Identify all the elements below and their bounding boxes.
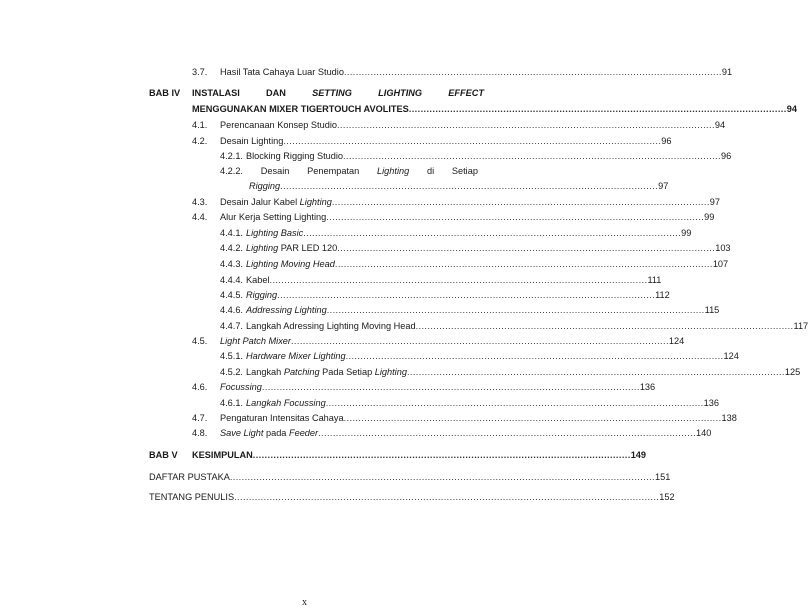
dot-leader: ................................................................................................................................ bbox=[415, 321, 794, 331]
section-number: 4.4. bbox=[192, 212, 208, 222]
section-number: 4.4.4. bbox=[220, 275, 243, 285]
title-word: EFFECT bbox=[448, 88, 484, 98]
section-number: 4.4.2. bbox=[220, 243, 243, 253]
entry-title: Kabel bbox=[246, 275, 270, 285]
entry-title: Light Patch Mixer bbox=[220, 336, 291, 346]
dot-leader: ................................................................................................................................ bbox=[325, 398, 704, 408]
entry-title-emphasis: Lighting bbox=[299, 197, 332, 207]
section-number: 4.5.2. bbox=[220, 367, 243, 377]
page-number: 94 bbox=[714, 120, 726, 130]
dot-leader: ................................................................................................................................ bbox=[345, 351, 724, 361]
section-number: 4.8. bbox=[192, 428, 208, 438]
dot-leader: ................................................................................................................................ bbox=[303, 228, 682, 238]
section-number: 4.4.5. bbox=[220, 290, 243, 300]
toc-entry bbox=[0, 210, 715, 224]
page-number: 96 bbox=[661, 136, 672, 146]
section-number: 4.4.7. bbox=[220, 321, 243, 331]
section-number: 4.5.1. bbox=[220, 351, 243, 361]
page-number: 97 bbox=[709, 197, 721, 207]
page-number: 103 bbox=[715, 243, 731, 253]
entry-title: PAR LED 120 bbox=[278, 243, 338, 253]
entry-title: Perencanaan Konsep Studio bbox=[220, 120, 337, 130]
toc-entry bbox=[0, 303, 720, 317]
section-number: 4.4.1. bbox=[220, 228, 243, 238]
page-number: 138 bbox=[721, 413, 737, 423]
page-number: 149 bbox=[630, 450, 647, 460]
title-word: Lighting bbox=[377, 166, 410, 176]
toc-entry bbox=[0, 396, 719, 410]
section-number: 4.5. bbox=[192, 336, 208, 346]
toc-entry bbox=[0, 65, 733, 79]
toc-entry bbox=[0, 349, 739, 363]
title-word: DAN bbox=[266, 88, 286, 98]
entry-title: Pada Setiap bbox=[319, 367, 375, 377]
toc-entry bbox=[0, 380, 656, 394]
entry-title: Langkah Adressing Lighting Moving Head bbox=[246, 321, 416, 331]
entry-title-emphasis: Lighting bbox=[374, 367, 407, 377]
section-number: 4.2.1. bbox=[220, 151, 243, 161]
entry-title: Pengaturan Intensitas Cahaya bbox=[220, 413, 344, 423]
entry-title: Focussing bbox=[220, 382, 262, 392]
entry-title: MENGGUNAKAN MIXER TIGERTOUCH AVOLITES bbox=[192, 104, 409, 114]
page-number: 151 bbox=[655, 472, 671, 482]
section-number: 4.4.6. bbox=[220, 305, 243, 315]
dot-leader: ................................................................................................................................ bbox=[336, 120, 715, 130]
dot-leader: ................................................................................................................................................ bbox=[229, 472, 655, 482]
page-number: 124 bbox=[723, 351, 739, 361]
toc-entry bbox=[0, 241, 731, 255]
section-number: 3.7. bbox=[192, 67, 208, 77]
page-number: 96 bbox=[720, 151, 732, 161]
toc-entry bbox=[0, 195, 721, 209]
toc-entry bbox=[0, 118, 726, 132]
dot-leader: ................................................................................................................................ bbox=[337, 243, 716, 253]
toc-entry bbox=[0, 288, 670, 302]
title-word: INSTALASI bbox=[192, 88, 240, 98]
section-number: 4.6. bbox=[192, 382, 208, 392]
dot-leader: ................................................................................................................................ bbox=[277, 290, 656, 300]
toc-entry bbox=[0, 334, 685, 348]
dot-leader: ................................................................................................................................ bbox=[326, 305, 705, 315]
entry-title: Addressing Lighting bbox=[246, 305, 327, 315]
section-number: 4.2. bbox=[192, 136, 208, 146]
toc-chapter-entry-continued bbox=[0, 102, 797, 116]
dot-leader: ................................................................................................................................ bbox=[343, 151, 721, 161]
page-number: 136 bbox=[639, 382, 656, 392]
page-number: 124 bbox=[668, 336, 685, 346]
toc-entry bbox=[0, 365, 801, 379]
dot-leader: ................................................................................................................................ bbox=[261, 382, 640, 392]
entry-title-emphasis: Feeder bbox=[288, 428, 319, 438]
page-number: 111 bbox=[647, 275, 662, 285]
page-number: 99 bbox=[681, 228, 692, 238]
title-word: Penempatan bbox=[307, 166, 360, 176]
toc-chapter-entry bbox=[0, 448, 647, 462]
footer-page-number: x bbox=[302, 597, 307, 608]
dot-leader: ................................................................................................................................ bbox=[318, 428, 697, 438]
section-number: 4.1. bbox=[192, 120, 208, 130]
dot-leader: ................................................................................................................................ bbox=[334, 259, 713, 269]
page-number: 152 bbox=[659, 492, 675, 502]
toc-entry bbox=[0, 257, 729, 271]
page-number: 136 bbox=[703, 398, 719, 408]
toc-chapter-entry bbox=[0, 86, 609, 100]
title-word: LIGHTING bbox=[378, 88, 423, 98]
entry-title: Desain Lighting bbox=[220, 136, 284, 146]
entry-title: KESIMPULAN bbox=[192, 450, 253, 460]
chapter-label: BAB V bbox=[149, 450, 178, 460]
toc-entry bbox=[0, 490, 675, 504]
entry-title: Alur Kerja Setting Lighting bbox=[220, 212, 327, 222]
entry-title: Rigging bbox=[246, 290, 278, 300]
toc-entry bbox=[0, 411, 737, 425]
page-number: 91 bbox=[721, 67, 733, 77]
page-number: 140 bbox=[696, 428, 712, 438]
dot-leader: ................................................................................................................................ bbox=[331, 197, 710, 207]
toc-entry bbox=[0, 273, 662, 287]
entry-title: Lighting Basic bbox=[246, 228, 304, 238]
dot-leader: ................................................................................................................................ bbox=[280, 181, 659, 191]
entry-title: pada bbox=[263, 428, 289, 438]
title-word: SETTING bbox=[312, 88, 352, 98]
entry-title-emphasis: Save Light bbox=[220, 428, 264, 438]
entry-title-emphasis: Focussing bbox=[283, 398, 326, 408]
dot-leader: ................................................................................................................................ bbox=[269, 275, 648, 285]
toc-entry bbox=[0, 149, 732, 163]
section-number: 4.4.3. bbox=[220, 259, 243, 269]
toc-entry bbox=[0, 470, 671, 484]
toc-entry bbox=[0, 226, 692, 240]
toc-entry bbox=[0, 426, 712, 440]
page-number: 115 bbox=[704, 305, 720, 315]
dot-leader: ................................................................................................................................ bbox=[290, 336, 669, 346]
page-number: 117 bbox=[793, 321, 808, 331]
page-number: 112 bbox=[655, 290, 670, 300]
entry-title: Hardware Mixer Lighting bbox=[246, 351, 346, 361]
dot-leader: ................................................................................................................................ bbox=[252, 450, 631, 460]
dot-leader: ................................................................................................................................ bbox=[343, 67, 722, 77]
entry-title: Rigging bbox=[249, 181, 281, 191]
page-number: 97 bbox=[658, 181, 669, 191]
entry-title-emphasis: Lighting bbox=[246, 243, 279, 253]
dot-leader: ................................................................................................................................................ bbox=[234, 492, 660, 502]
dot-leader: ................................................................................................................................ bbox=[406, 367, 785, 377]
dot-leader: ................................................................................................................................ bbox=[283, 136, 662, 146]
entry-title: Langkah bbox=[246, 398, 284, 408]
dot-leader: ................................................................................................................................ bbox=[326, 212, 705, 222]
dot-leader: ................................................................................................................................ bbox=[408, 104, 787, 114]
entry-title-line bbox=[220, 164, 478, 178]
page-number: 94 bbox=[786, 104, 797, 114]
toc-entry-continued bbox=[0, 179, 669, 193]
section-number: 4.2.2. bbox=[220, 166, 243, 176]
section-number: 4.7. bbox=[192, 413, 208, 423]
page-number: 99 bbox=[704, 212, 715, 222]
entry-title: TENTANG PENULIS bbox=[149, 492, 235, 502]
entry-title: Desain Jalur Kabel bbox=[220, 197, 300, 207]
chapter-label: BAB IV bbox=[149, 88, 181, 98]
page-number: 125 bbox=[784, 367, 801, 377]
section-number: 4.3. bbox=[192, 197, 208, 207]
toc-entry bbox=[0, 319, 808, 333]
page-number: 107 bbox=[712, 259, 729, 269]
title-word: Desain bbox=[260, 166, 290, 176]
entry-title: DAFTAR PUSTAKA bbox=[149, 472, 230, 482]
toc-entry bbox=[0, 134, 672, 148]
entry-title: Blocking Rigging Studio bbox=[246, 151, 344, 161]
title-word: Setiap bbox=[451, 166, 478, 176]
section-number: 4.6.1. bbox=[220, 398, 243, 408]
title-word: di bbox=[426, 166, 435, 176]
entry-title: Hasil Tata Cahaya Luar Studio bbox=[220, 67, 344, 77]
dot-leader: ................................................................................................................................ bbox=[343, 413, 722, 423]
toc-entry bbox=[0, 164, 609, 178]
entry-title-emphasis: Patching bbox=[283, 367, 320, 377]
chapter-title-line bbox=[192, 86, 484, 100]
entry-title: Langkah bbox=[246, 367, 284, 377]
entry-title: Lighting Moving Head bbox=[246, 259, 335, 269]
